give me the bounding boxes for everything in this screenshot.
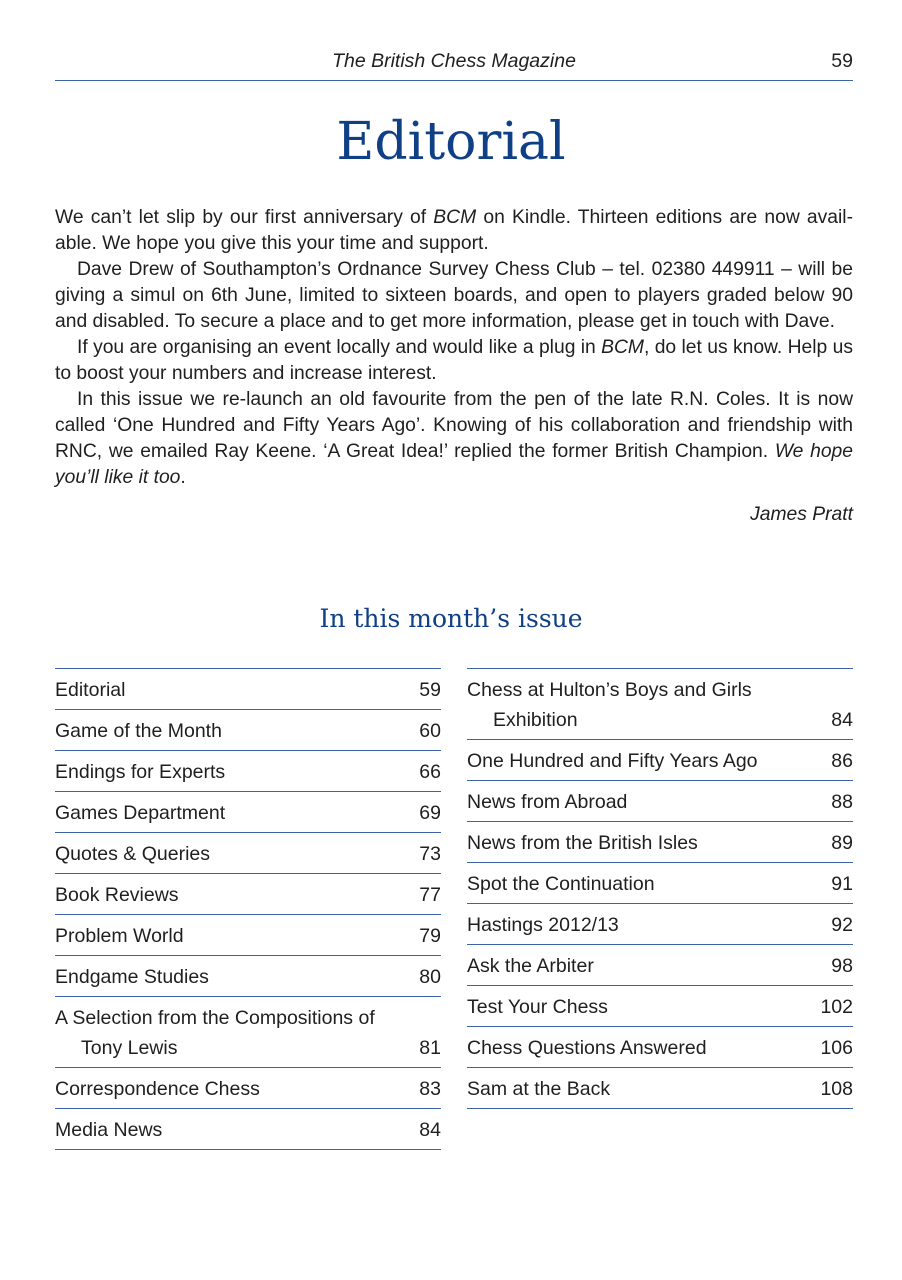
- contents-entry-page: 89: [831, 832, 853, 854]
- contents-entry: [467, 1068, 853, 1109]
- publication-name: BCM: [601, 337, 644, 358]
- contents-entry: [55, 751, 441, 792]
- contents-entry-page: 84: [831, 709, 853, 731]
- contents-entry-title: Book Reviews: [55, 884, 179, 906]
- text-run: We can’t let slip by our first anniversary of: [55, 207, 434, 228]
- contents-entry-page: 83: [419, 1078, 441, 1100]
- contents-entry-title: Quotes & Queries: [55, 843, 210, 865]
- contents-heading: In this month’s issue: [319, 604, 583, 633]
- contents-entry-title: Problem World: [55, 925, 184, 947]
- contents-entry-title: Media News: [55, 1119, 163, 1141]
- contents-entry: [467, 740, 853, 781]
- contents-entry-page: 81: [419, 1037, 441, 1059]
- contents-entry-title: Correspondence Chess: [55, 1078, 260, 1100]
- contents-entry-page: 80: [419, 966, 441, 988]
- contents-entry: [55, 669, 441, 710]
- contents-entry: [467, 904, 853, 945]
- editorial-paragraph-4: [55, 387, 853, 491]
- contents-entry-page: 84: [419, 1119, 441, 1141]
- contents-column-right: [467, 668, 853, 1109]
- editorial-paragraph-1: [55, 205, 853, 257]
- contents-entry-title: Chess Questions Answered: [467, 1037, 707, 1059]
- editorial-body: [55, 205, 853, 491]
- contents-entry-title: Games Department: [55, 802, 226, 824]
- contents-entry-title: Editorial: [55, 679, 126, 701]
- publication-name: BCM: [433, 207, 477, 228]
- contents-entry-page: 88: [831, 791, 853, 813]
- text-run: In this issue we re-launch an old favourite from the pen of the late R.N. Coles. It is now called ‘One Hundred and Fifty Years Ago’. Knowing of his collaboration and friendship with RNC, we emailed Ray Keene. ‘A Great Idea!’ replied the former British Champion.: [55, 389, 853, 462]
- running-head: [55, 48, 853, 81]
- contents-entry-title: Ask the Arbiter: [467, 955, 594, 977]
- contents-entry-title: News from Abroad: [467, 791, 628, 813]
- contents-entry-page: 59: [419, 679, 441, 701]
- contents-entry: [467, 1027, 853, 1068]
- running-title: The British Chess Magazine: [332, 50, 576, 72]
- emphasis-text: We hope you’ll like it too: [55, 441, 854, 488]
- contents-entry: [55, 792, 441, 833]
- contents-entry-page: 102: [820, 996, 853, 1018]
- contents-entry-title: Game of the Month: [55, 720, 222, 742]
- contents-entry: [467, 863, 853, 904]
- contents-entry-page: 73: [419, 843, 441, 865]
- editorial-paragraph-3: [55, 335, 853, 387]
- contents-entry-title: Test Your Chess: [467, 996, 608, 1018]
- contents-entry-page: 60: [419, 720, 441, 742]
- contents-entry-page: 106: [820, 1037, 853, 1059]
- contents-entry-title: Endgame Studies: [55, 966, 209, 988]
- contents-entry-title: Spot the Continuation: [467, 873, 655, 895]
- contents-entry: [55, 874, 441, 915]
- text-run: If you are organising an event locally and would like a plug in: [77, 337, 602, 358]
- contents-entry: [55, 956, 441, 997]
- contents-entry-title: A Selection from the Compositions of Tony Lewis: [55, 1007, 375, 1059]
- contents-column-left: [55, 668, 441, 1150]
- contents-entry-page: 92: [831, 914, 853, 936]
- contents-entry-page: 86: [831, 750, 853, 772]
- contents-entry-title: Endings for Experts: [55, 761, 226, 783]
- contents-entry-page: 66: [419, 761, 441, 783]
- contents-entry-page: 79: [419, 925, 441, 947]
- contents-entry-page: 77: [419, 884, 441, 906]
- editorial-title: Editorial: [336, 112, 566, 172]
- contents-entry-title: News from the British Isles: [467, 832, 698, 854]
- editor-signature: James Pratt: [750, 504, 853, 525]
- page-number: 59: [831, 50, 853, 72]
- contents-entry: [55, 1109, 441, 1150]
- contents-entry: [467, 669, 853, 740]
- contents-entry-title: Sam at the Back: [467, 1078, 611, 1100]
- contents-entry: [55, 833, 441, 874]
- contents-entry: [55, 710, 441, 751]
- text-run: .: [180, 467, 186, 488]
- contents-entry: [55, 997, 441, 1068]
- contents-entry: [467, 945, 853, 986]
- editorial-paragraph-2: Dave Drew of Southampton’s Ordnance Survey Chess Club – tel. 02380 449911 – will be giving a simul on 6th June, limited to sixteen boards, and open to players graded below 90 and disabled. To secure a place and to get more information, please get in touch with Dave.: [55, 259, 853, 332]
- contents-entry-page: 108: [820, 1078, 853, 1100]
- contents-entry: [55, 915, 441, 956]
- contents-entry: [467, 781, 853, 822]
- contents-entry-title: Chess at Hulton’s Boys and Girls Exhibition: [467, 679, 752, 731]
- contents-entry: [55, 1068, 441, 1109]
- text-run: on Kindle. Thirteen editions are now available. We hope you give this your time and support.: [55, 207, 854, 254]
- contents-entry-title: One Hundred and Fifty Years Ago: [467, 750, 758, 772]
- contents-entry: [467, 822, 853, 863]
- contents-entry-title: Hastings 2012/13: [467, 914, 619, 936]
- contents-entry-page: 91: [831, 873, 853, 895]
- contents-entry-page: 69: [419, 802, 441, 824]
- contents-entry: [467, 986, 853, 1027]
- contents-entry-page: 98: [831, 955, 853, 977]
- text-run: , do let us know. Help us to boost your numbers and increase interest.: [55, 337, 853, 384]
